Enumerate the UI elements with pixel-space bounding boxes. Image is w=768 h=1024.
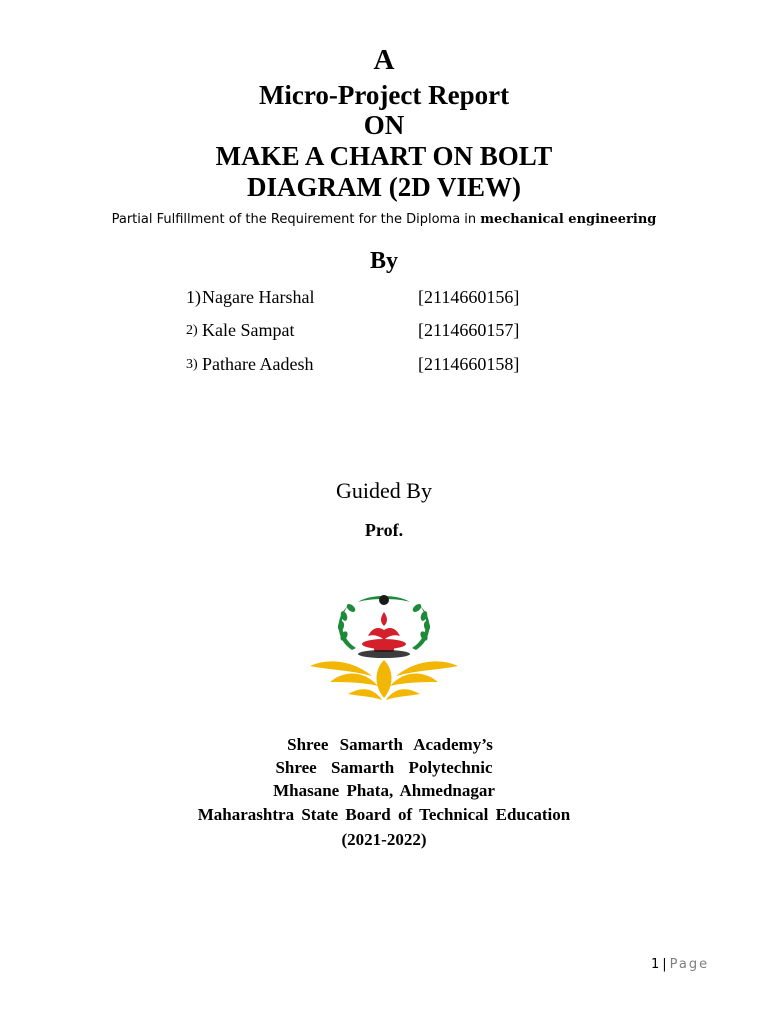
msbte-lotus-emblem-icon: [308, 590, 460, 702]
page-label: Page: [669, 957, 710, 972]
fulfillment-statement: [0, 212, 768, 227]
lamp-icon: [362, 612, 406, 652]
member-name: Nagare Harshal: [202, 287, 315, 307]
page-footer: [651, 957, 709, 972]
fulfillment-prefix: Partial Fulfillment of the Requirement for the Diploma in: [111, 212, 477, 227]
institution-address: Mhasane Phata, Ahmednagar: [273, 781, 495, 800]
member-row: [186, 287, 586, 311]
institution-academy: Shree Samarth Academy’s: [287, 735, 493, 754]
member-id: [2114660157]: [418, 320, 520, 340]
member-row: [186, 320, 586, 344]
diploma-field: mechanical engineering: [480, 212, 657, 227]
subject-line-1: MAKE A CHART ON BOLT: [215, 141, 553, 171]
member-number: 3): [186, 357, 198, 372]
member-id: [2114660156]: [418, 287, 520, 307]
member-row: [186, 354, 586, 378]
institution-board: Maharashtra State Board of Technical Education: [197, 805, 571, 824]
footer-separator: |: [662, 957, 667, 972]
header-on: ON: [363, 110, 405, 140]
institution-polytechnic: Shree Samarth Polytechnic: [275, 758, 493, 777]
guide-name: Prof.: [364, 520, 404, 540]
header-letter: A: [373, 44, 395, 76]
member-number: 2): [186, 323, 198, 338]
subject-line-2: DIAGRAM (2D VIEW): [247, 172, 521, 202]
page-number: 1: [651, 957, 660, 972]
member-name: Pathare Aadesh: [202, 354, 314, 374]
report-title: Micro-Project Report: [258, 80, 510, 110]
member-id: [2114660158]: [418, 354, 520, 374]
by-label: By: [369, 248, 398, 274]
lotus-petals-icon: [310, 660, 458, 700]
member-name: Kale Sampat: [202, 320, 295, 340]
academic-year: (2021-2022): [341, 830, 427, 849]
member-number: 1): [186, 287, 201, 307]
guided-by-label: Guided By: [336, 478, 432, 503]
